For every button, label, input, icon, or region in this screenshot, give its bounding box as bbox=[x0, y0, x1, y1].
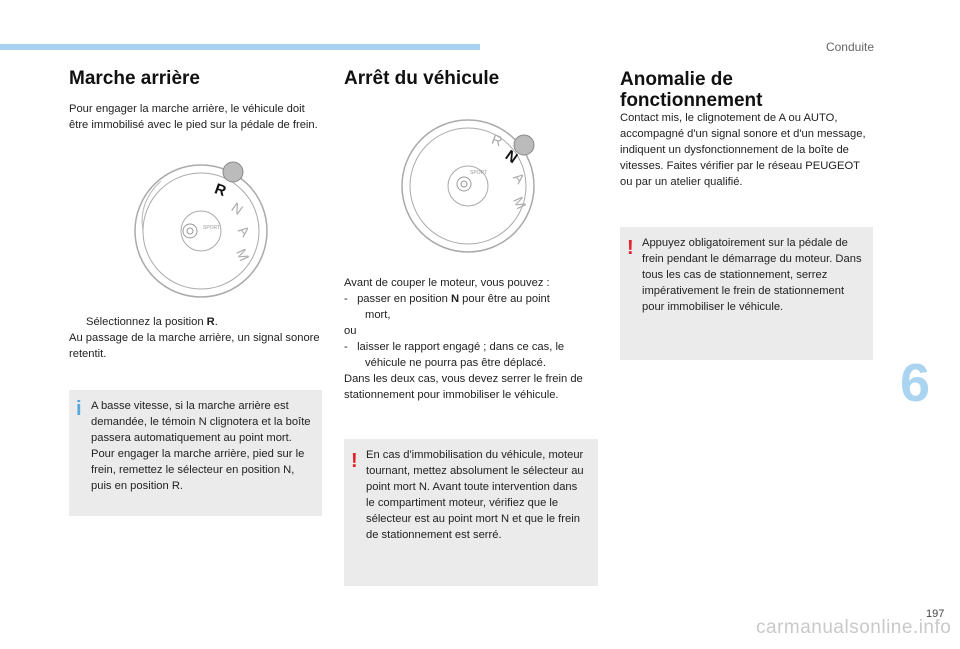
dial-n-pos-r: R bbox=[489, 130, 505, 150]
info-note bbox=[69, 390, 322, 516]
marche-intro: Pour engager la marche arrière, le véhicule doit être immobilisé avec le pied sur la pédale de frein. bbox=[69, 103, 318, 131]
dial-r-pos-r: R bbox=[212, 180, 229, 201]
anomalie-title bbox=[620, 69, 763, 111]
header-bar bbox=[0, 44, 480, 50]
warning-note-anomalie bbox=[620, 227, 873, 360]
dial-r-pos-n: N bbox=[228, 199, 246, 218]
instruction-end: . bbox=[214, 316, 218, 328]
warning-icon: ! bbox=[627, 237, 634, 259]
instruction-text: Sélectionnez la position bbox=[86, 316, 207, 328]
gear-selector-dial-n bbox=[396, 112, 542, 256]
dial-r-sport-label: SPORT bbox=[203, 225, 221, 231]
arret-line-2: - passer en position N pour être au point bbox=[344, 293, 550, 305]
marche-instruction bbox=[69, 314, 324, 362]
warning-icon: ! bbox=[351, 450, 358, 472]
dial-n-pos-a: A bbox=[510, 169, 529, 187]
anomalie-text: Contact mis, le clignotement de A ou AUTO, accompagné d'un signal sonore et d'un message, indiquent un dysfonctionnement de la boîte de vitesses. Faites vérifier par le réseau PEUGEOT ou par un atelier qualifié. bbox=[620, 112, 866, 188]
arret-title: Arrêt du véhicule bbox=[344, 68, 500, 89]
dial-r-pos-a: A bbox=[235, 222, 254, 240]
dial-r-pos-m: M bbox=[233, 246, 253, 264]
section-label: Conduite bbox=[825, 40, 874, 54]
marche-title: Marche arrière bbox=[69, 68, 200, 89]
info-note-text: A basse vitesse, si la marche arrière est demandée, le témoin N clignotera et la boîte passera automatiquement au point mort. Pour engager la marche arrière, pied sur le frein, remettez le sélecteur en position N, puis en position R. bbox=[91, 400, 311, 492]
watermark: carmanualsonline.info bbox=[756, 617, 952, 638]
arret-line-4: - laisser le rapport engagé ; dans ce cas, le bbox=[344, 341, 565, 353]
gear-selector-dial-r bbox=[133, 157, 269, 301]
arret-line-3: ou bbox=[344, 325, 357, 337]
dial-n-pos-m: M bbox=[510, 194, 530, 212]
warning-note-anomalie-text: Appuyez obligatoirement sur la pédale de frein pendant le démarrage du moteur. Dans tous les cas de stationnement, serrez impérativement le frein de stationnement pour immobiliser le véhicule. bbox=[642, 237, 862, 313]
chapter-number: 6 bbox=[900, 353, 931, 413]
warning-note-arret-text: En cas d'immobilisation du véhicule, moteur tournant, mettez absolument le sélecteur au point mort N. Avant toute intervention dans le compartiment moteur, vérifiez que le sélecteur est au point mort N et que le frein de stationnement est serré. bbox=[366, 449, 584, 541]
dial-n-sport-label: SPORT bbox=[470, 170, 488, 176]
instruction-bold: R bbox=[206, 316, 215, 328]
dial-n-pos-n: N bbox=[501, 147, 521, 168]
anomalie-title-line1: Anomalie de bbox=[620, 69, 733, 90]
instruction-line2: Au passage de la marche arrière, un signal sonore retentit. bbox=[69, 332, 320, 360]
anomalie-title-line2: fonctionnement bbox=[620, 90, 763, 111]
arret-line-5: Dans les deux cas, vous devez serrer le frein de stationnement pour immobiliser le véhicule. bbox=[344, 373, 583, 401]
page-number: 197 bbox=[926, 608, 945, 620]
warning-note-arret bbox=[344, 439, 598, 586]
arret-line-4b: véhicule ne pourra pas être déplacé. bbox=[365, 357, 546, 369]
arret-body bbox=[344, 275, 599, 403]
arret-line-1: Avant de couper le moteur, vous pouvez : bbox=[344, 277, 550, 289]
info-icon: i bbox=[76, 398, 82, 420]
arret-line-2b: mort, bbox=[365, 309, 391, 321]
